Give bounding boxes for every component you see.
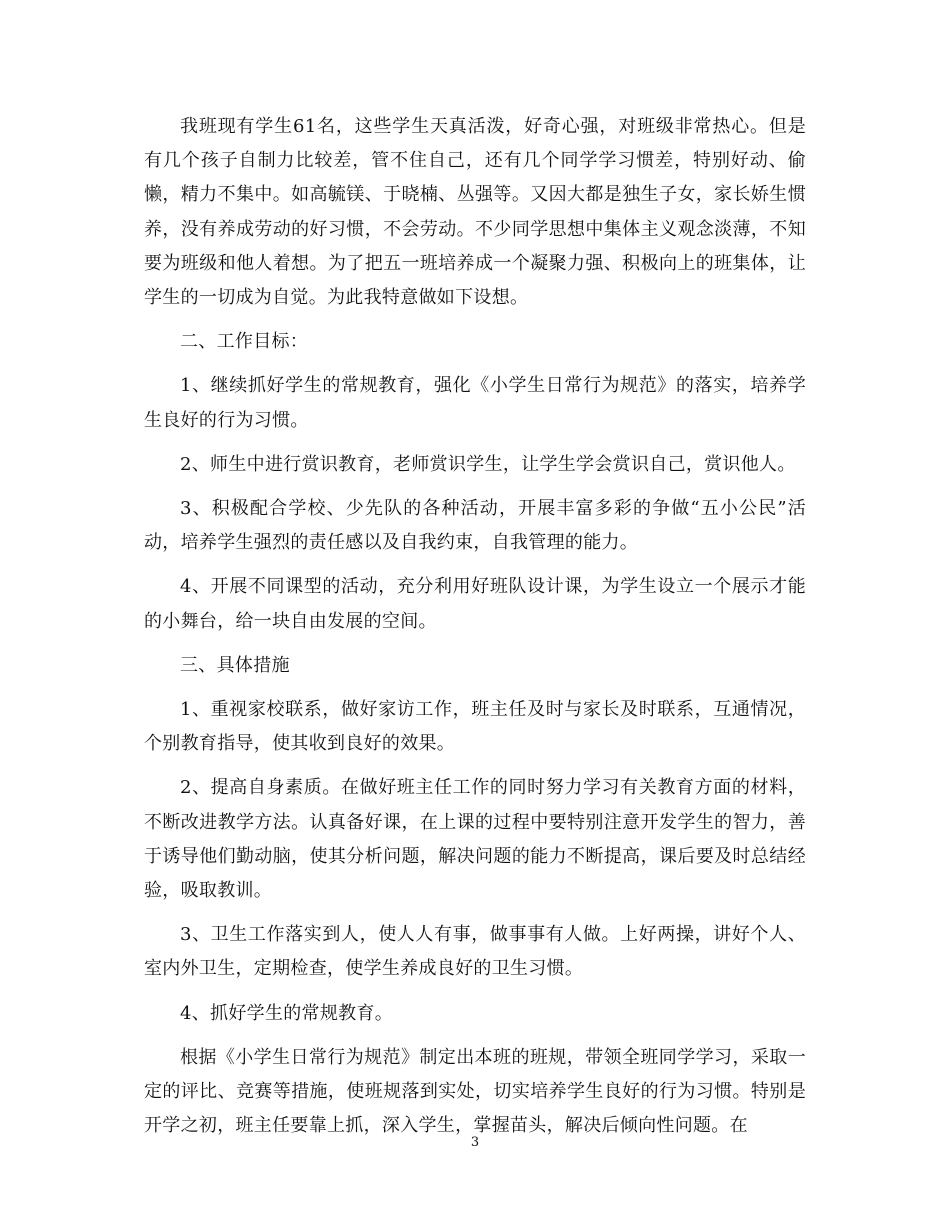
paragraph-goal-3: 3、积极配合学校、少先队的各种活动，开展丰富多彩的争做“五小公民”活动，培养学生强烈的责任感以及自我约束，自我管理的能力。 xyxy=(144,498,806,554)
heading-work-goals: 二、工作目标： xyxy=(180,331,309,353)
paragraph-goal-1: 1、继续抓好学生的常规教育，强化《小学生日常行为规范》的落实，培养学生良好的行为习惯。 xyxy=(144,375,806,431)
paragraph-class-situation: 我班现有学生61名，这些学生天真活泼，好奇心强，对班级非常热心。但是有几个孩子自制力比较差，管不住自己，还有几个同学学习惯差，特别好动、偷懒，精力不集中。如高毓镁、于晓楠、丛强等。又因大都是独生子女，家长娇生惯养，没有养成劳动的好习惯，不会劳动。不少同学思想中集体主义观念淡薄，不知要为班级和他人着想。为了把五一班培养成一个凝聚力强、积极向上的班集体，让学生的一切成为自觉。为此我特意做如下设想。 xyxy=(144,116,806,309)
page-number: 3 xyxy=(470,1135,480,1150)
paragraph-measure-2: 2、提高自身素质。在做好班主任工作的同时努力学习有关教育方面的材料，不断改进教学方法。认真备好课，在上课的过程中要特别注意开发学生的智力，善于诱导他们勤动脑，使其分析问题，解决问题的能力不断提高，课后要及时总结经验，吸取教训。 xyxy=(144,777,806,902)
paragraph-measure-1: 1、重视家校联系，做好家访工作，班主任及时与家长及时联系，互通情况，个别教育指导，使其收到良好的效果。 xyxy=(144,699,806,755)
paragraph-measure-4: 4、抓好学生的常规教育。 xyxy=(180,1002,394,1024)
paragraph-goal-2: 2、师生中进行赏识教育，老师赏识学生，让学生学会赏识自己，赏识他人。 xyxy=(180,453,796,475)
paragraph-class-rules: 根据《小学生日常行为规范》制定出本班的班规，带领全班同学学习，采取一定的评比、竞赛等措施，使班规落到实处，切实培养学生良好的行为习惯。特别是开学之初，班主任要靠上抓，深入学生，掌握苗头，解决后倾向性问题。在 xyxy=(144,1046,806,1137)
heading-specific-measures: 三、具体措施 xyxy=(180,654,290,676)
paragraph-measure-3: 3、卫生工作落实到人，使人人有事，做事事有人做。上好两操，讲好个人、室内外卫生，定期检查，使学生养成良好的卫生习惯。 xyxy=(144,924,806,980)
paragraph-goal-4: 4、开展不同课型的活动，充分利用好班队设计课，为学生设立一个展示才能的小舞台，给一块自由发展的空间。 xyxy=(144,576,806,632)
document-body xyxy=(144,110,806,1153)
